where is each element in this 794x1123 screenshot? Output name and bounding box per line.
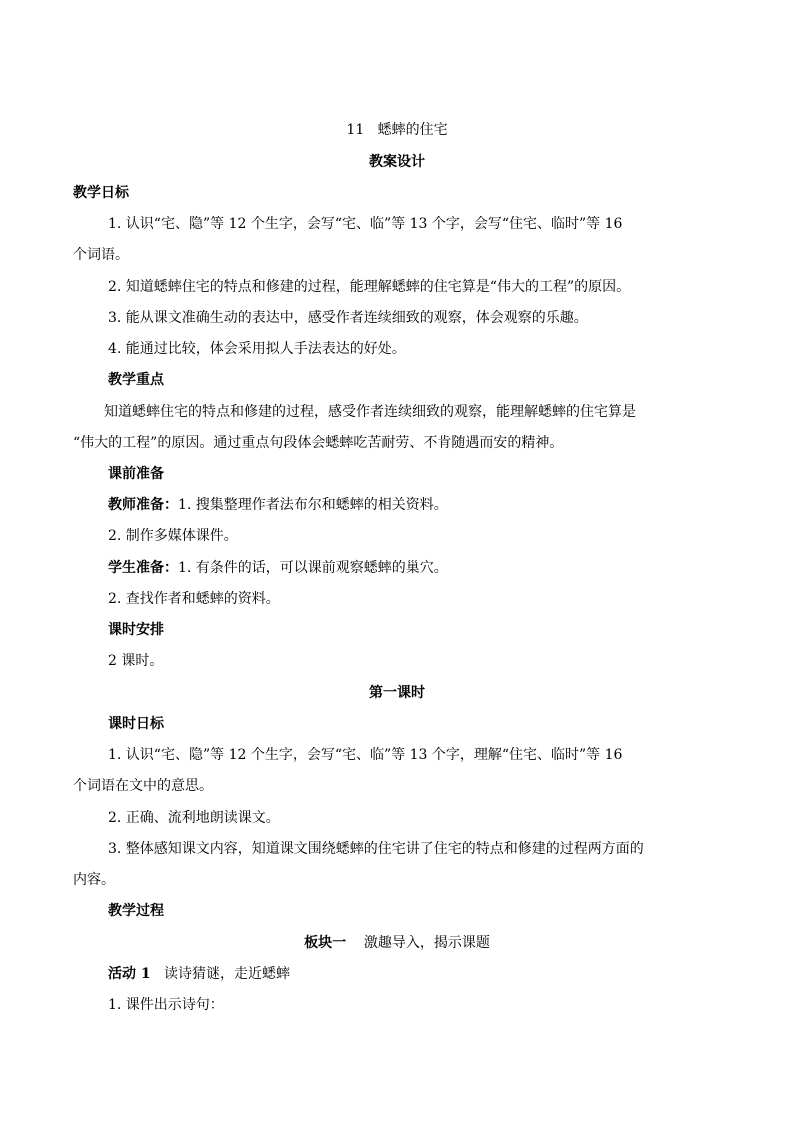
- schedule-value: 2 课时。: [108, 653, 164, 669]
- student-preparation-item-1: 1. 有条件的话，可以课前观察蟋蟀的巢穴。: [178, 560, 448, 576]
- document-subtitle: 教案设计: [369, 154, 425, 170]
- lesson-goal-1-line-2: 个词语在文中的意思。: [73, 778, 213, 794]
- section-heading-key-points: 教学重点: [108, 372, 164, 388]
- lesson-number: 11: [346, 122, 365, 138]
- section-heading-schedule: 课时安排: [108, 622, 164, 638]
- goal-item-1-line-2: 个词语。: [73, 247, 129, 263]
- lesson-goal-1-line-1: 1. 认识“宅、隐”等 12 个生字，会写“宅、临”等 13 个字，理解“住宅、临时”等 16: [108, 747, 623, 763]
- activity-1-label: 活动 1: [108, 966, 151, 982]
- goal-item-2: 2. 知道蟋蟀住宅的特点和修建的过程，能理解蟋蟀的住宅算是“伟大的工程”的原因。: [108, 279, 631, 295]
- section-heading-teaching-goals: 教学日标: [73, 185, 129, 201]
- teacher-preparation-line: [108, 495, 448, 515]
- student-preparation-line: [108, 558, 448, 578]
- activity-1-heading: [108, 964, 290, 984]
- student-preparation-label: 学生准备：: [108, 560, 178, 576]
- lesson-goal-3-line-1: 3. 整体感知课文内容，知道课文围绕蟋蟀的住宅讲了住宅的特点和修建的过程两方面的: [108, 841, 644, 857]
- lesson-name: 蟋蟀的住宅: [377, 122, 448, 138]
- student-preparation-item-2: 2. 查找作者和蟋蟀的资料。: [108, 591, 280, 607]
- goal-item-4: 4. 能通过比较，体会采用拟人手法表达的好处。: [108, 341, 406, 357]
- block-1-title: 激趣导入，揭示课题: [363, 935, 490, 951]
- section-heading-lesson-goals: 课时日标: [108, 716, 164, 732]
- lesson-goal-2: 2. 正确、流利地朗读课文。: [108, 810, 280, 826]
- activity-1-title: 读诗猜谜，走近蟋蟀: [163, 966, 290, 982]
- activity-1-step-1: 1. 课件出示诗句：: [108, 997, 224, 1013]
- teacher-preparation-item-2: 2. 制作多媒体课件。: [108, 528, 238, 544]
- lesson-goal-3-line-2: 内容。: [73, 872, 115, 888]
- section-heading-preparation: 课前准备: [108, 466, 164, 482]
- goal-item-1-line-1: 1. 认识“宅、隐”等 12 个生字，会写“宅、临”等 13 个字，会写“住宅、临时”等 16: [108, 216, 623, 232]
- key-points-line-1: 知道蟋蟀住宅的特点和修建的过程，感受作者连续细致的观察，能理解蟋蟀的住宅算是: [104, 404, 636, 420]
- goal-item-3: 3. 能从课文准确生动的表达中，感受作者连续细致的观察，体会观察的乐趣。: [108, 310, 588, 326]
- key-points-line-2: “伟大的工程”的原因。通过重点句段体会蟋蟀吃苦耐劳、不肯随遇而安的精神。: [73, 435, 564, 451]
- section-heading-process: 教学过程: [108, 903, 164, 919]
- block-1-label: 板块一: [304, 935, 347, 951]
- teacher-preparation-item-1: 1. 搜集整理作者法布尔和蟋蟀的相关资料。: [178, 497, 448, 513]
- teacher-preparation-label: 教师准备：: [108, 497, 178, 513]
- lesson-1-heading: 第一课时: [369, 685, 425, 701]
- lesson-title: [0, 120, 794, 140]
- block-1-heading: [0, 933, 794, 953]
